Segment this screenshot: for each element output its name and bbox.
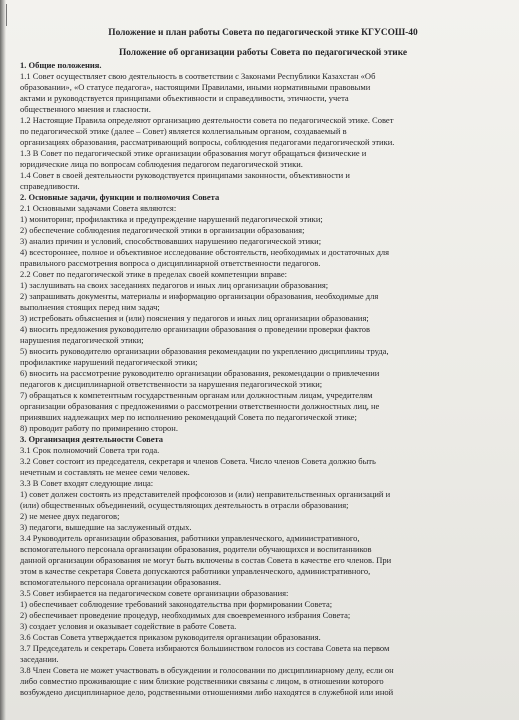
section bbox=[20, 434, 506, 698]
text-line: данной организации образования не могут быть включены в состав Совета в качестве его членов. При bbox=[20, 555, 392, 565]
page-corner-mark bbox=[6, 4, 12, 26]
text-line: организациях образования, рассматривающий вопросы, соблюдения педагогами педагогической этики. bbox=[20, 137, 395, 147]
text-line: (или) общественных объединений, осуществляющих деятельность в отрасли образования; bbox=[20, 500, 349, 510]
section bbox=[20, 60, 506, 192]
text-line: юридические лица по вопросам соблюдения педагогом педагогической этики. bbox=[20, 159, 303, 169]
text-line: 7) обращаться к компетентным государственным органам или должностным лицам, учредителям bbox=[20, 390, 373, 400]
section-heading: 2. Основные задачи, функции и полномочия Совета bbox=[20, 192, 220, 202]
text-line: вспомогательного персонала организации образования. bbox=[20, 577, 221, 587]
text-line: 2) не менее двух педагогов; bbox=[20, 511, 120, 521]
text-line: 1) мониторинг, профилактика и предупреждение нарушений педагогической этики; bbox=[20, 214, 323, 224]
text-line: 3.6 Состав Совета утверждается приказом руководителя организации образования. bbox=[20, 632, 321, 642]
text-line: 3.5 Совет избирается на педагогическом совете организации образования: bbox=[20, 588, 289, 598]
text-line: 2.2 Совет по педагогической этике в пределах своей компетенции вправе: bbox=[20, 269, 288, 279]
text-line: 2) обеспечивает проведение процедур, необходимых для своевременного избрания Совета; bbox=[20, 610, 351, 620]
document-body bbox=[20, 28, 506, 698]
document-title: Положение и план работы Совета по педагогической этике КГУСОШ-40 bbox=[108, 28, 418, 38]
text-line: 3) истребовать объяснения и (или) пояснения у педагогов и иных лиц организации образования; bbox=[20, 313, 369, 323]
text-line: возбуждено дисциплинарное дело, родственными отношениями либо находятся в служебной или иной bbox=[20, 687, 394, 697]
text-line: 1) совет должен состоять из представителей профсоюзов и (или) неправительственных организаций и bbox=[20, 489, 391, 499]
text-line: нарушения педагогической этики; bbox=[20, 335, 144, 345]
text-line: правильного рассмотрения вопроса о дисциплинарной ответственности педагогов. bbox=[20, 258, 321, 268]
text-line: либо совместно проживающие с ним близкие родственники связаны с лицом, в отношении которого bbox=[20, 676, 384, 686]
text-line: общественного мнения и гласности. bbox=[20, 104, 151, 114]
text-line: 3) педагоги, вышедшие на заслуженный отдых. bbox=[20, 522, 192, 532]
document-sections bbox=[20, 60, 506, 698]
text-line: 6) вносить на рассмотрение руководителю организации образования, рекомендации о привлечении bbox=[20, 368, 380, 378]
text-line: 3.3 В Совет входят следующие лица: bbox=[20, 478, 154, 488]
text-line: принявших надлежащих мер по исполнению рекомендаций Совета по педагогической этике; bbox=[20, 412, 357, 422]
text-line: 1) заслушивать на своих заседаниях педагогов и иных лиц организации образования; bbox=[20, 280, 329, 290]
text-line: справедливости. bbox=[20, 181, 80, 191]
text-line: вспомогательного персонала организации образования, родители обучающихся и воспитанников bbox=[20, 544, 372, 554]
text-line: заседании. bbox=[20, 654, 59, 664]
text-line: 3) создает условия и оказывает содействие в работе Совета. bbox=[20, 621, 237, 631]
text-line: 3.2 Совет состоит из председателя, секретаря и членов Совета. Число членов Совета должно быть bbox=[20, 456, 376, 466]
document-subtitle: Положение об организации работы Совета по педагогической этике bbox=[118, 48, 408, 58]
text-line: 3.4 Руководитель организации образования, работники управленческого, административного, bbox=[20, 533, 360, 543]
text-line: 3.7 Председатель и секретарь Совета избираются большинством голосов из состава Совета на первом bbox=[20, 643, 390, 653]
text-line: 1.3 В Совет по педагогической этике организации образования могут обращаться физические и bbox=[20, 148, 367, 158]
text-line: нечетным и составлять не менее семи человек. bbox=[20, 467, 190, 477]
section bbox=[20, 192, 506, 434]
text-line: 2) обеспечение соблюдения педагогической этики в организации образования; bbox=[20, 225, 305, 235]
text-line: 1) обеспечивает соблюдение требований законодательства при формировании Совета; bbox=[20, 599, 333, 609]
text-line: 1.2 Настоящие Правила определяют организацию деятельности совета по педагогической этике. Совет bbox=[20, 115, 394, 125]
text-line: выполнения стоящих перед ним задач; bbox=[20, 302, 160, 312]
text-line: образовании», «О статусе педагога», настоящими Правилами, иными нормативными правовыми bbox=[20, 82, 371, 92]
text-line: 5) вносить руководителю организации образования рекомендации по укреплению дисциплины труда, bbox=[20, 346, 389, 356]
section-heading: 1. Общие положения. bbox=[20, 60, 102, 70]
text-line: 3) анализ причин и условий, способствовавших нарушению педагогической этики; bbox=[20, 236, 322, 246]
text-line: 1.1 Совет осуществляет свою деятельность в соответствии с Законами Республики Казахстан «Об bbox=[20, 71, 376, 81]
text-line: 1.4 Совет в своей деятельности руководствуется принципами законности, объективности и bbox=[20, 170, 350, 180]
text-line: 2) запрашивать документы, материалы и информацию организации образования, необходимые для bbox=[20, 291, 379, 301]
text-line: 8) проводит работу по примирению сторон. bbox=[20, 423, 178, 433]
text-line: 4) вносить предложения руководителю организации образования о проведении проверки фактов bbox=[20, 324, 371, 334]
text-line: этом в качестве секретаря Совета допускаются работники управленческого, административного, bbox=[20, 566, 371, 576]
text-line: по педагогической этике (далее – Совет) является коллегиальным органом, создаваемый в bbox=[20, 126, 347, 136]
text-line: педагогов к дисциплинарной ответственности за нарушения педагогической этики; bbox=[20, 379, 323, 389]
text-line: 3.8 Член Совета не может участвовать в обсуждении и голосовании по дисциплинарному делу, если он bbox=[20, 665, 394, 675]
text-line: 4) всестороннее, полное и объективное исследование обстоятельств, необходимых и достаточных для bbox=[20, 247, 390, 257]
text-line: организации образования с предложениями о рассмотрении ответственности должностных лиц, не bbox=[20, 401, 380, 411]
text-line: 2.1 Основными задачами Совета являются: bbox=[20, 203, 177, 213]
text-line: 3.1 Срок полномочий Совета три года. bbox=[20, 445, 160, 455]
text-line: актами и руководствуется принципами объективности и справедливости, этичности, учета bbox=[20, 93, 349, 103]
text-line: профилактике нарушений педагогической этики; bbox=[20, 357, 198, 367]
page-edge-shadow bbox=[0, 0, 6, 720]
section-heading: 3. Организация деятельности Совета bbox=[20, 434, 163, 444]
